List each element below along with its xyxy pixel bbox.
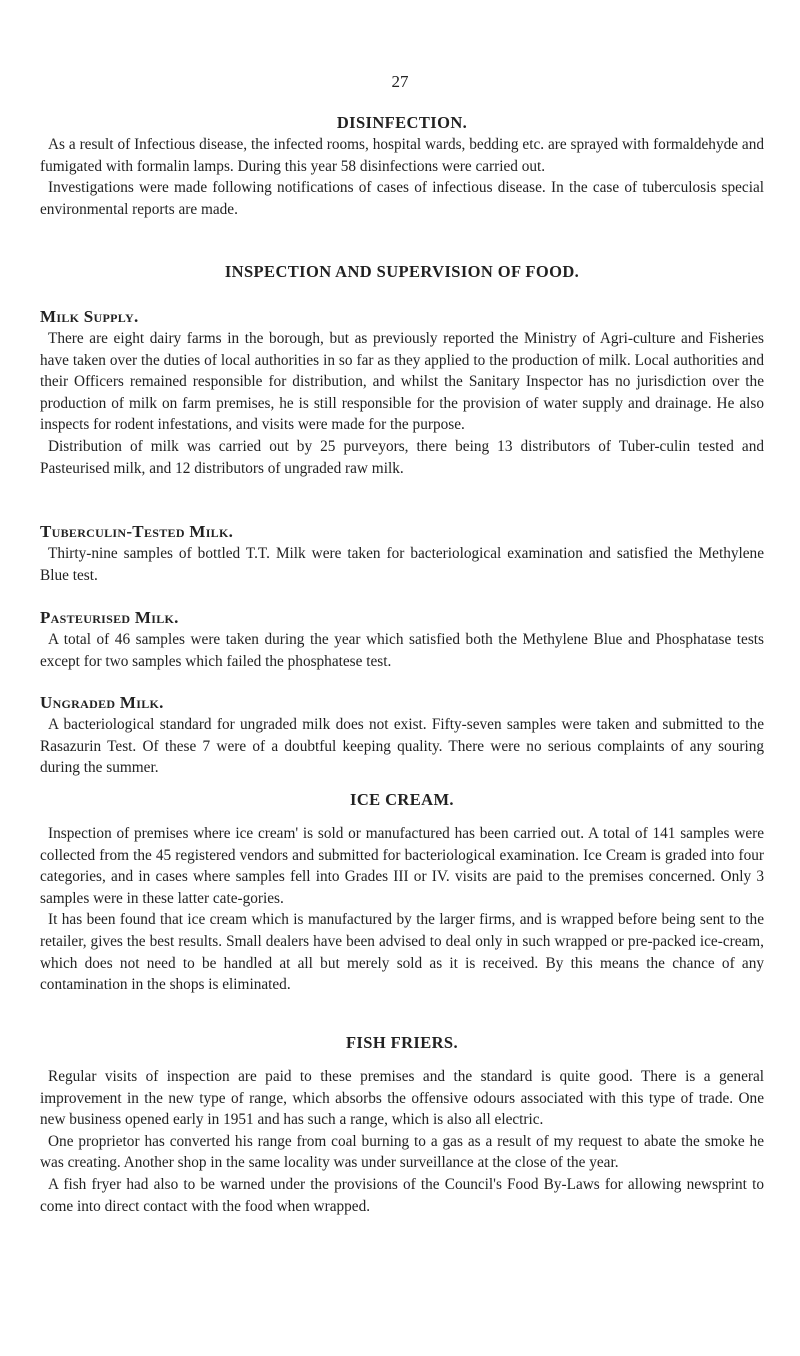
food-inspection-heading: INSPECTION AND SUPERVISION OF FOOD. xyxy=(224,262,580,281)
section-fish-friers xyxy=(40,1032,764,1217)
ungraded-milk-heading: Ungraded Milk. xyxy=(40,693,164,712)
section-milk-supply xyxy=(40,306,764,479)
disinfection-paragraph-1: As a result of Infectious disease, the infected rooms, hospital wards, bedding etc. are sprayed with formaldehyde and fumigated with formalin lamps. During this year 58 disinfections were carried out. xyxy=(40,136,764,175)
pasteurised-milk-paragraph-1: A total of 46 samples were taken during the year which satisfied both the Methylene Blue and Phosphatase tests except for two samples which failed the phosphatese test. xyxy=(40,631,764,670)
fish-friers-heading: FISH FRIERS. xyxy=(345,1033,459,1052)
milk-supply-paragraph-1: There are eight dairy farms in the borough, but as previously reported the Ministry of Agri-culture and Fisheries have taken over the duties of local authorities in so far as they applied to the production of milk. Local authorities and their Officers remained responsible for distribution, and whilst the Sanitary Inspector has no jurisdiction over the production of milk on farm premises, he is still responsible for the provision of water supply and drainage. He also inspects for rodent infestations, and visits were made for the purpose. xyxy=(40,330,764,434)
fish-friers-paragraph-2: One proprietor has converted his range from coal burning to a gas as a result of my request to abate the smoke he was creating. Another shop in the same locality was under surveillance at the close of the year. xyxy=(40,1132,764,1172)
ice-cream-paragraph-1: Inspection of premises where ice cream' is sold or manufactured has been carried out. A total of 141 samples were collected from the 45 registered vendors and submitted for bacteriological examination. Ice Cream is graded into four categories, and in cases where samples fell into Grades III or IV. visits are paid to the premises concerned. Only 3 samples were in these latter cate-gories. xyxy=(40,825,764,907)
section-pasteurised-milk xyxy=(40,607,764,672)
tt-milk-paragraph-1: Thirty-nine samples of bottled T.T. Milk were taken for bacteriological examination and satisfied the Methylene Blue test. xyxy=(40,545,764,584)
fish-friers-paragraph-1: Regular visits of inspection are paid to these premises and the standard is quite good. There is a general improvement in the new type of range, which absorbs the offensive odours associated with this type of trade. One new business opened early in 1951 and has such a range, which is also all electric. xyxy=(40,1068,764,1129)
section-ice-cream xyxy=(40,789,764,996)
ice-cream-paragraph-2: It has been found that ice cream which is manufactured by the larger firms, and is wrapped before being sent to the retailer, gives the best results. Small dealers have been advised to deal only in such wrapped or pre-packed ice-cream, which does not need to be handled at all but merely sold as it is received. By this means the chance of any contamination in the shops is eliminated. xyxy=(40,911,764,994)
ice-cream-heading: ICE CREAM. xyxy=(350,790,454,809)
section-food-inspection xyxy=(40,261,764,283)
pasteurised-milk-heading: Pasteurised Milk. xyxy=(40,608,179,627)
section-ungraded-milk xyxy=(40,692,764,779)
disinfection-heading: DISINFECTION. xyxy=(336,113,468,132)
spacer xyxy=(40,1054,764,1066)
milk-supply-heading: Milk Supply. xyxy=(40,307,139,326)
disinfection-paragraph-2: Investigations were made following notifications of cases of infectious disease. In the case of tuberculosis special environmental reports are made. xyxy=(40,179,764,218)
milk-supply-paragraph-2: Distribution of milk was carried out by 25 purveyors, there being 13 distributors of Tuber-culin tested and Pasteurised milk, and 12 distributors of ungraded raw milk. xyxy=(40,437,764,477)
ungraded-milk-paragraph-1: A bacteriological standard for ungraded milk does not exist. Fifty-seven samples were taken and submitted to the Rasazurin Test. Of these 7 were of a doubtful keeping quality. There were no serious complaints of any souring during the summer. xyxy=(40,716,764,777)
section-tuberculin-tested-milk xyxy=(40,521,764,586)
tt-milk-heading: Tuberculin-Tested Milk. xyxy=(40,522,234,541)
spacer xyxy=(40,811,764,823)
page-number: 27 xyxy=(391,72,409,91)
fish-friers-paragraph-3: A fish fryer had also to be warned under the provisions of the Council's Food By-Laws for allowing newsprint to come into direct contact with the food when wrapped. xyxy=(40,1175,764,1215)
section-disinfection xyxy=(40,112,764,220)
